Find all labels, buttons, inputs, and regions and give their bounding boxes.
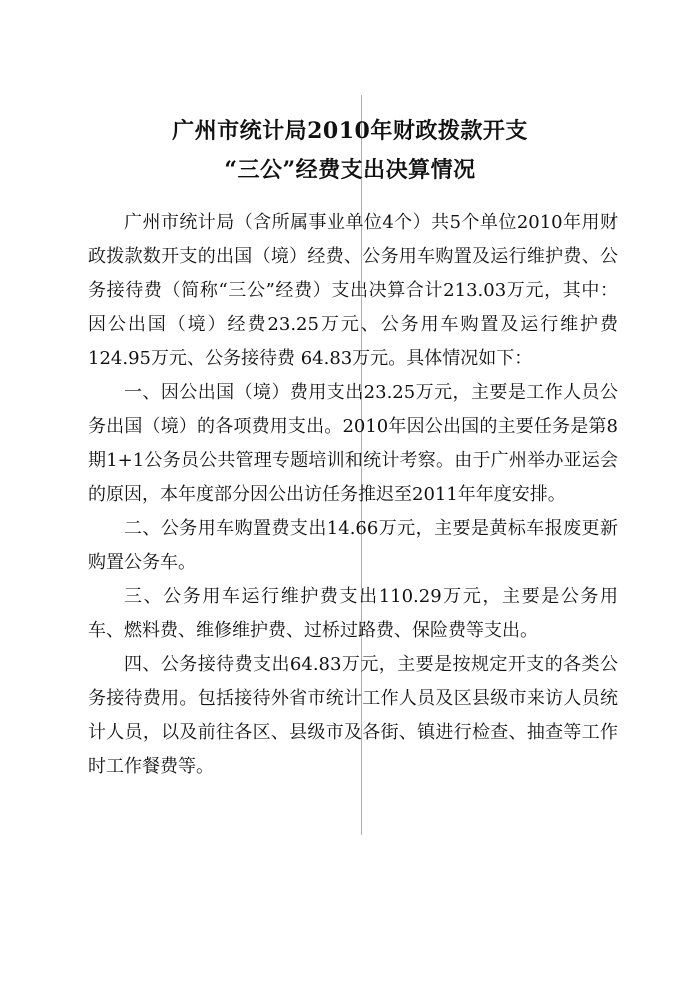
document-body bbox=[88, 206, 618, 784]
document-title-line-2: “三公”经费支出决算情况 bbox=[224, 157, 476, 183]
paragraph-overseas-travel: 一、因公出国（境）费用支出23.25万元，主要是工作人员公务出国（境）的各项费用支出。2010年因公出国的主要任务是第8期1+1公务员公共管理专题培训和统计考察。由于广州举办亚运会的原因，本年度部分因公出访任务推迟至2011年年度安排。 bbox=[88, 382, 618, 505]
paragraph-vehicle-maintenance: 三、公务用车运行维护费支出110.29万元，主要是公务用车、燃料费、维修维护费、过桥过路费、保险费等支出。 bbox=[88, 586, 618, 641]
paragraph-reception: 四、公务接待费支出64.83万元，主要是按规定开支的各类公务接待费用。包括接待外省市统计工作人员及区县级市来访人员统计人员，以及前往各区、县级市及各街、镇进行检查、抽查等工作时工作餐费等。 bbox=[88, 654, 618, 777]
paragraph-summary: 广州市统计局（含所属事业单位4个）共5个单位2010年用财政拨款数开支的出国（境）经费、公务用车购置及运行维护费、公务接待费（简称“三公”经费）支出决算合计213.03万元，其中：因公出国（境）经费23.25万元、公务用车购置及运行维护费124.95万元、公务接待费 64.83万元。具体情况如下： bbox=[88, 212, 618, 369]
paragraph-vehicle-purchase: 二、公务用车购置费支出14.66万元，主要是黄标车报废更新购置公务车。 bbox=[88, 518, 618, 573]
document-title-line-1: 广州市统计局2010年财政拨款开支 bbox=[172, 118, 528, 144]
